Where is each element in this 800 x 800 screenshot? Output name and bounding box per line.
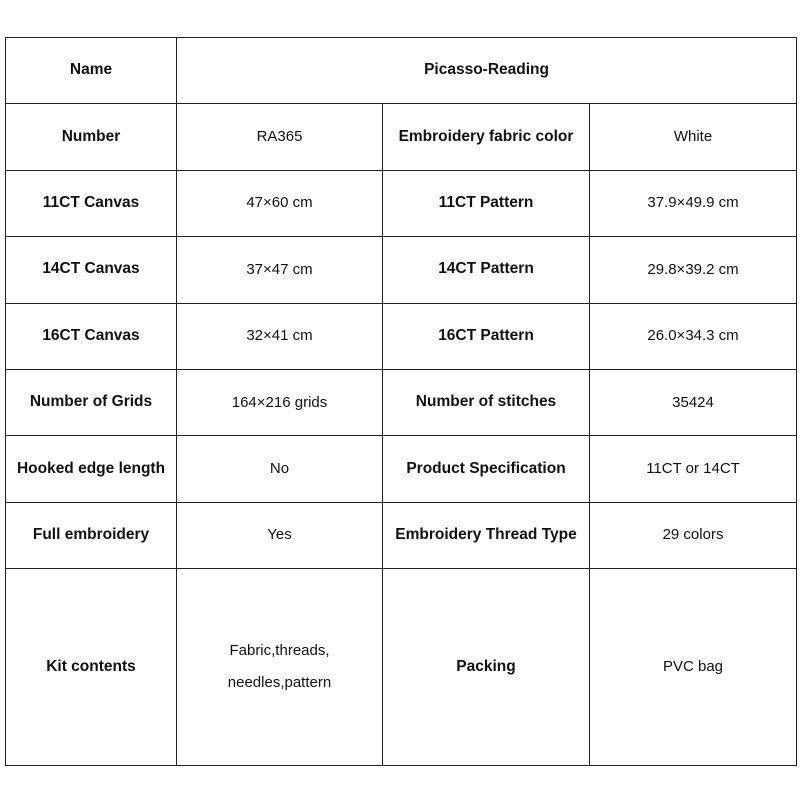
name-label: Name [6, 38, 177, 104]
packing-value: PVC bag [590, 569, 797, 766]
spec-value: 11CT or 14CT [590, 436, 797, 502]
table-row [6, 303, 797, 369]
spec-label: Number of stitches [383, 369, 590, 435]
spec-value: 35424 [590, 369, 797, 435]
product-spec-table [5, 37, 797, 766]
spec-value: 47×60 cm [177, 170, 383, 236]
spec-label: Product Specification [383, 436, 590, 502]
spec-label: Embroidery Thread Type [383, 502, 590, 568]
spec-value: No [177, 436, 383, 502]
table-row [6, 369, 797, 435]
spec-label: Number of Grids [6, 369, 177, 435]
spec-label: 11CT Pattern [383, 170, 590, 236]
table-row-name [6, 38, 797, 104]
table-row-kit-contents [6, 569, 797, 766]
spec-label: Number [6, 104, 177, 170]
spec-value: 37.9×49.9 cm [590, 170, 797, 236]
kit-contents-line: needles,pattern [227, 674, 332, 692]
spec-value: 37×47 cm [177, 237, 383, 303]
spec-value: Yes [177, 502, 383, 568]
table-row [6, 436, 797, 502]
spec-label: 16CT Canvas [6, 303, 177, 369]
spec-value: 29.8×39.2 cm [590, 237, 797, 303]
spec-label: 14CT Pattern [383, 237, 590, 303]
spec-label: Hooked edge length [6, 436, 177, 502]
spec-value: 26.0×34.3 cm [590, 303, 797, 369]
table-row [6, 170, 797, 236]
packing-label: Packing [383, 569, 590, 766]
spec-label: Embroidery fabric color [383, 104, 590, 170]
spec-label: Full embroidery [6, 502, 177, 568]
product-name-value: Picasso-Reading [177, 38, 797, 104]
spec-value: RA365 [177, 104, 383, 170]
spec-value: 29 colors [590, 502, 797, 568]
spec-value: 32×41 cm [177, 303, 383, 369]
spec-value: White [590, 104, 797, 170]
table-row [6, 502, 797, 568]
spec-value: 164×216 grids [177, 369, 383, 435]
kit-contents-line: Fabric,threads, [229, 642, 330, 660]
spec-label: 14CT Canvas [6, 237, 177, 303]
table-row [6, 237, 797, 303]
spec-label: 16CT Pattern [383, 303, 590, 369]
spec-label: 11CT Canvas [6, 170, 177, 236]
kit-contents-value [177, 569, 383, 766]
kit-contents-label: Kit contents [6, 569, 177, 766]
table-row [6, 104, 797, 170]
